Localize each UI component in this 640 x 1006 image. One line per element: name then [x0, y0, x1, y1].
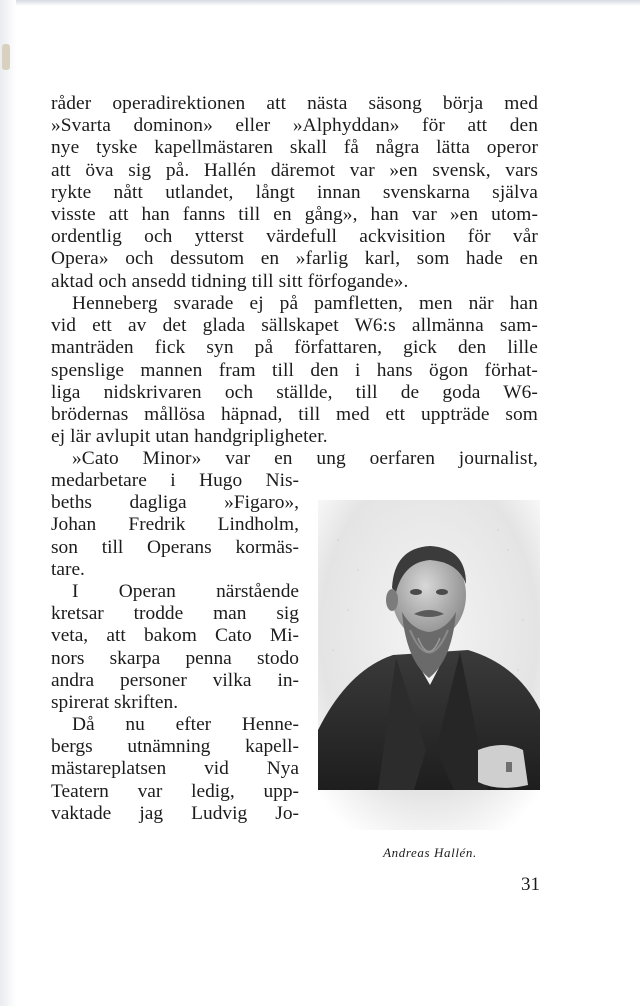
text-line: liga nidskrivaren och ställde, till de goda W6-	[51, 381, 538, 403]
text-line: mästareplatsen vid Nya	[51, 758, 299, 780]
text-line: kretsar trodde man sig	[51, 603, 299, 625]
portrait-photo	[318, 500, 540, 830]
text-line: tare.	[51, 558, 85, 580]
text-line: aktad och ansedd tidning till sitt förfogande».	[51, 270, 409, 292]
narrow-text-column	[51, 470, 299, 825]
page-top-edge	[0, 0, 640, 6]
text-line: Teatern var ledig, upp-	[51, 780, 299, 802]
binding-mark	[2, 44, 10, 70]
text-line: Henneberg svarade ej på pamfletten, men när han	[72, 293, 538, 314]
portrait-caption: Andreas Hallén.	[383, 845, 477, 860]
text-line: nors skarpa penna stodo	[51, 647, 299, 669]
text-line: Opera» och dessutom en »farlig karl, som hade en	[51, 248, 538, 270]
text-line: I Operan närstående	[72, 580, 299, 602]
text-line: »Svarta dominon» eller »Alphyddan» för att den	[51, 115, 538, 137]
text-line: beths dagliga »Figaro»,	[51, 492, 299, 514]
text-line: vaktade jag Ludvig Jo-	[51, 802, 299, 824]
text-line: ordentlig och ytterst värdefull ackvisition för vår	[51, 226, 538, 248]
text-line: medarbetare i Hugo Nis-	[51, 470, 299, 491]
text-line: bergs utnämning kapell-	[51, 736, 299, 758]
text-line: råder operadirektionen att nästa säsong börja med	[51, 93, 538, 114]
text-line: nye tyske kapellmästaren skall få några lätta operor	[51, 137, 538, 159]
paragraph-3-first-line	[51, 448, 538, 470]
text-line: son till Operans kormäs-	[51, 536, 299, 558]
text-line: Då nu efter Henne-	[72, 714, 299, 736]
text-line: andra personer vilka in-	[51, 669, 299, 691]
text-line: ej lär avlupit utan handgripligheter.	[51, 426, 328, 448]
text-line: brödernas mållösa häpnad, till med ett uppträde som	[51, 403, 538, 425]
text-line: spirerat skriften.	[51, 691, 179, 713]
text-line: manträden fick syn på författaren, gick den lille	[51, 337, 538, 359]
text-line: att öva sig på. Hallén däremot var »en svensk, vars	[51, 159, 538, 181]
page-gutter-shadow	[0, 0, 16, 1006]
paragraph-1	[51, 93, 538, 293]
text-line: »Cato Minor» var en ung oerfaren journalist,	[72, 448, 538, 469]
page-number: 31	[521, 874, 540, 895]
text-line: vid ett av det glada sällskapet W6:s allmänna sam-	[51, 315, 538, 337]
text-line: veta, att bakom Cato Mi-	[51, 625, 299, 647]
text-line: spenslige mannen fram till den i hans ögon förhat-	[51, 359, 538, 381]
paragraph-2	[51, 293, 538, 448]
text-line: rykte nått utlandet, långt innan svenskarna själva	[51, 181, 538, 203]
text-line: Johan Fredrik Lindholm,	[51, 514, 299, 536]
text-line: visste att han fanns till en gång», han var »en utom-	[51, 203, 538, 225]
